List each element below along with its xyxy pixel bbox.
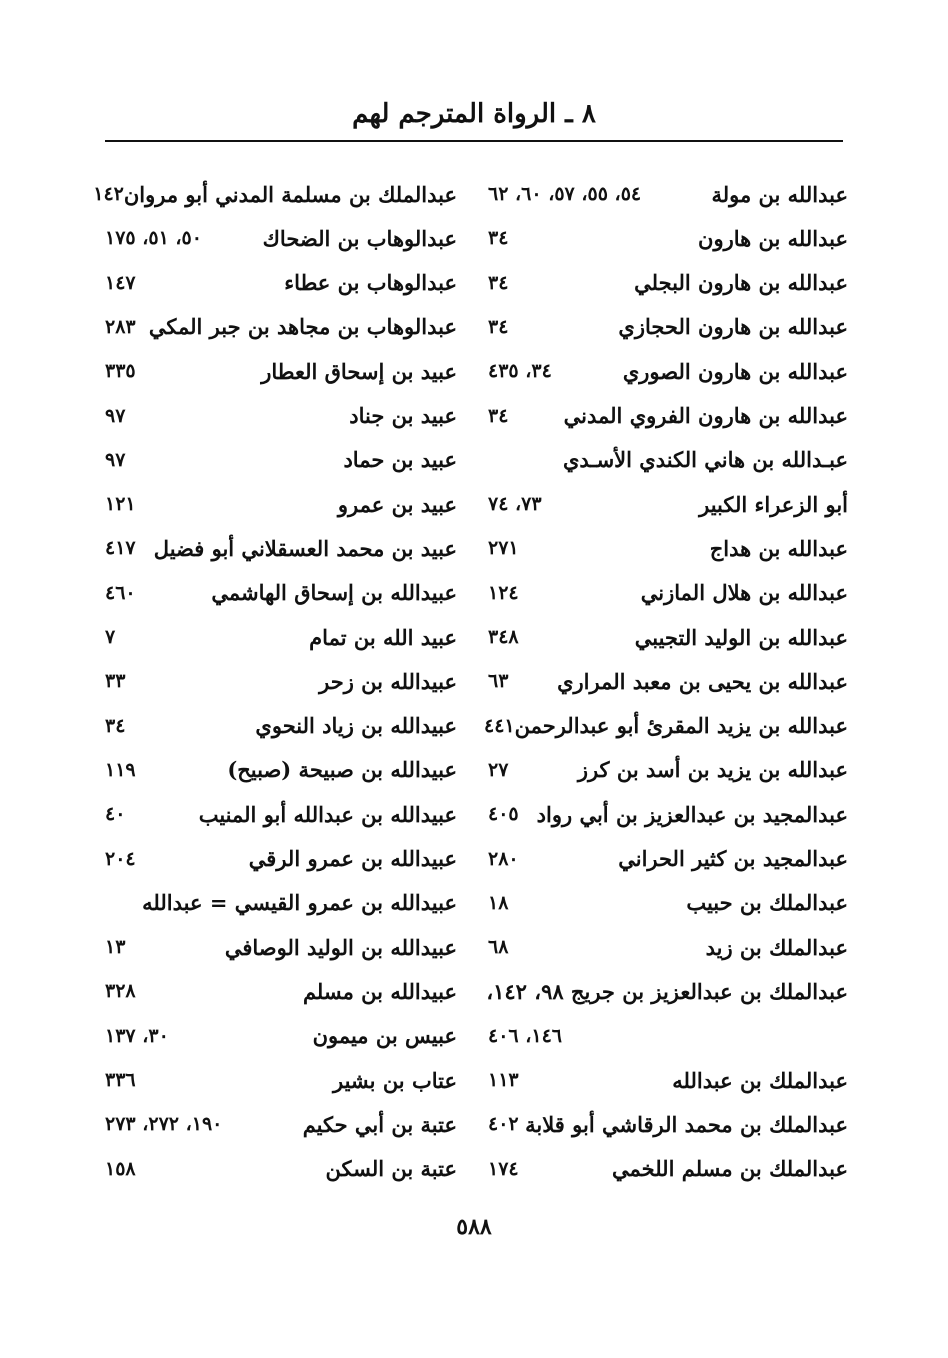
index-entry [105, 792, 457, 836]
index-entry [105, 1147, 457, 1191]
entry-name: عبدالملك بن حبيب [686, 890, 848, 916]
entry-name: عبدالمجيد بن كثير الحراني [618, 846, 848, 871]
index-entry [105, 837, 457, 881]
entry-pages: ١٣ [105, 936, 126, 959]
entry-pages: ٧ [105, 626, 116, 648]
entry-pages: ٤١٧ [105, 537, 136, 560]
entry-pages: ٣٤٨ [488, 626, 519, 648]
entry-name: عبدالملك بن عبدالله [672, 1067, 848, 1093]
index-entry [105, 394, 457, 438]
index-entry [488, 969, 848, 1013]
entry-pages: ٣٤ [488, 271, 509, 294]
entry-pages: ١٤٦، ٤٠٦ [488, 1024, 562, 1047]
entry-pages: ١٤٧ [105, 271, 136, 294]
index-entry [105, 1102, 457, 1146]
entry-name: عبدالوهاب بن عطاء [284, 270, 457, 296]
index-entry [488, 925, 848, 969]
entry-pages: ١٩٠، ٢٧٢، ٢٧٣ [105, 1113, 223, 1136]
entry-pages: ٦٣ [488, 670, 509, 693]
entry-pages: ٤٦٠ [105, 581, 136, 604]
index-entry [488, 881, 848, 925]
entry-name: عبـدالله بن هاني الكندي الأسـدي [562, 447, 848, 473]
entry-pages: ٦٨ [488, 936, 509, 959]
page-header [105, 94, 843, 142]
entry-pages: ٣٣٥ [105, 360, 136, 383]
index-entry [488, 261, 848, 305]
entry-name: عبيد بن حماد [343, 447, 457, 473]
entry-name: عبيدالله بن مسلم [302, 978, 457, 1004]
index-entry [105, 571, 457, 615]
entry-name: عبيد الله بن تمام [309, 624, 457, 650]
entry-name: عبيدالله بن زياد النحوي [255, 713, 457, 739]
entry-name: عبدالله بن هارون الفروي المدني [563, 403, 848, 428]
index-entry [488, 748, 848, 792]
entry-pages: ٥٠، ٥١، ١٧٥ [105, 227, 202, 250]
entry-name: عتبة بن السكن [325, 1156, 457, 1182]
entry-pages: ٣٤ [105, 714, 126, 737]
index-entry [105, 305, 457, 349]
entry-name: عبدالمجيد بن عبدالعزيز بن أبي رواد [536, 801, 848, 827]
index-entry [488, 615, 848, 659]
entry-name: عبدالوهاب بن مجاهد بن جبر المكي [148, 314, 457, 340]
index-entry [488, 172, 848, 216]
index-entry [105, 526, 457, 570]
index-entry [488, 305, 848, 349]
entry-pages: ٣٤ [488, 227, 509, 250]
entry-name: عبدالله بن يزيد المقرئ أبو عبدالرحمن [514, 713, 848, 739]
index-entry [488, 1147, 848, 1191]
index-entry [488, 792, 848, 836]
entry-pages: ١٧٤ [488, 1157, 519, 1180]
entry-name: عبيدالله بن عبدالله أبو المنيب [198, 801, 457, 827]
entry-name: عبيد بن إسحاق العطار [261, 358, 457, 384]
entry-name: عبدالملك بن مسلمة المدني أبو مروان [123, 181, 457, 207]
index-entry [488, 1058, 848, 1102]
entry-pages: ٩٧ [105, 448, 126, 471]
page-number: ٥٨٨ [456, 1214, 492, 1240]
entry-pages: ٣٤ [488, 315, 509, 338]
entry-pages: ١١٣ [488, 1069, 519, 1091]
index-entry [488, 216, 848, 260]
entry-pages: ١٥٨ [105, 1157, 136, 1180]
entry-pages: ١٢٤ [488, 581, 519, 604]
index-entry [488, 438, 848, 482]
entry-name: عبدالله بن يحيى بن معبد المراري [557, 668, 848, 694]
index-entry [488, 571, 848, 615]
entry-pages: ٧٣، ٧٤ [488, 493, 542, 516]
index-entry [105, 216, 457, 260]
entry-pages: ١١٩ [105, 758, 136, 781]
entry-name: عبدالملك بن عبدالعزيز بن جريج ٩٨، ١٤٢، [486, 978, 848, 1004]
entry-pages: ٢٧١ [488, 537, 519, 560]
entry-name: عبيدالله بن الوليد الوصافي [224, 934, 457, 960]
index-entry [105, 349, 457, 393]
entry-name: عبيد بن محمد العسقلاني أبو فضيل [153, 535, 457, 561]
index-entry [105, 881, 457, 925]
index-entry [488, 482, 848, 526]
index-entry [488, 349, 848, 393]
entry-name: عبيس بن ميمون [312, 1023, 457, 1049]
index-entry [105, 1058, 457, 1102]
index-entry [488, 526, 848, 570]
entry-name: عبدالله بن هارون الحجازي [618, 314, 848, 340]
index-entry [105, 704, 457, 748]
index-entry [483, 704, 848, 748]
entry-pages: ٤٤١ [483, 714, 515, 737]
entry-name: عبدالله بن يزيد بن أسد بن كرز [577, 757, 848, 783]
entry-pages: ٢٨٠ [488, 847, 519, 870]
entry-name: عتاب بن بشير [333, 1067, 457, 1093]
index-entry [488, 394, 848, 438]
entry-name: عبدالله بن الوليد التجيبي [634, 624, 848, 650]
entry-pages: ٩٧ [105, 404, 126, 427]
entry-name: عبدالله بن هارون الصوري [622, 358, 848, 384]
index-entry [105, 969, 457, 1013]
entry-name: عبيد بن عمرو [337, 491, 457, 517]
index-entry [488, 1102, 848, 1146]
entry-name: عبيدالله بن عمرو الرقي [248, 846, 457, 871]
entry-name: عبيد بن جناد [349, 403, 457, 428]
entry-name: عبيدالله بن زحر [319, 668, 457, 694]
entry-pages: ٢٠٤ [105, 847, 136, 870]
entry-pages: ٣٣٦ [105, 1069, 136, 1091]
entry-pages: ١٤٢ [93, 183, 124, 205]
entry-pages: ١٨ [488, 891, 509, 914]
entry-pages: ٤٠٢ [488, 1113, 519, 1136]
index-entry [488, 1014, 848, 1058]
page-title: ٨ ـ الرواة المترجم لهم [352, 99, 596, 129]
entry-pages: ٣٠، ١٣٧ [105, 1024, 169, 1047]
index-entry [105, 659, 457, 703]
index-entry [488, 659, 848, 703]
index-entry [93, 172, 457, 216]
entry-name: عتبة بن أبي حكيم [302, 1111, 457, 1137]
entry-name: عبدالملك بن مسلم اللخمي [612, 1156, 848, 1182]
entry-pages: ٣٢٨ [105, 980, 136, 1003]
entry-name: عبدالله بن مولة [711, 181, 848, 207]
entry-pages: ٤٠٥ [488, 803, 519, 826]
index-entry [105, 482, 457, 526]
index-entry [105, 748, 457, 792]
entry-pages: ٢٧ [488, 758, 509, 781]
index-entry [488, 837, 848, 881]
entry-name: عبدالله بن هداج [709, 535, 848, 561]
entry-pages: ١٢١ [105, 493, 136, 516]
entry-name: عبدالملك بن محمد الرقاشي أبو قلابة [525, 1111, 848, 1137]
entry-name: عبيدالله بن صبيحة (صبيح) [227, 757, 457, 783]
entry-pages: ٣٣ [105, 670, 126, 693]
entry-pages: ٣٤، ٤٣٥ [488, 360, 552, 383]
entry-name: عبيدالله بن عمرو القيسي = عبدالله [142, 890, 457, 916]
entry-pages: ٢٨٣ [105, 315, 136, 338]
entry-name: عبدالوهاب بن الضحاك [262, 225, 457, 251]
entry-name: عبيدالله بن إسحاق الهاشمي [211, 580, 457, 606]
entry-pages: ٣٤ [488, 404, 509, 427]
entry-name: عبدالملك بن زيد [705, 934, 848, 960]
index-entry [105, 261, 457, 305]
entry-name: أبو الزعراء الكبير [699, 491, 848, 517]
entry-pages: ٤٠ [105, 803, 126, 826]
index-entry [105, 925, 457, 969]
entry-pages: ٥٤، ٥٥، ٥٧، ٦٠، ٦٢ [488, 183, 642, 205]
index-entry [105, 438, 457, 482]
entry-name: عبدالله بن هارون [698, 225, 848, 251]
index-entry [105, 1014, 457, 1058]
entry-name: عبدالله بن هارون البجلي [634, 270, 848, 296]
index-entry [105, 615, 457, 659]
entry-name: عبدالله بن هلال المازني [640, 580, 848, 606]
